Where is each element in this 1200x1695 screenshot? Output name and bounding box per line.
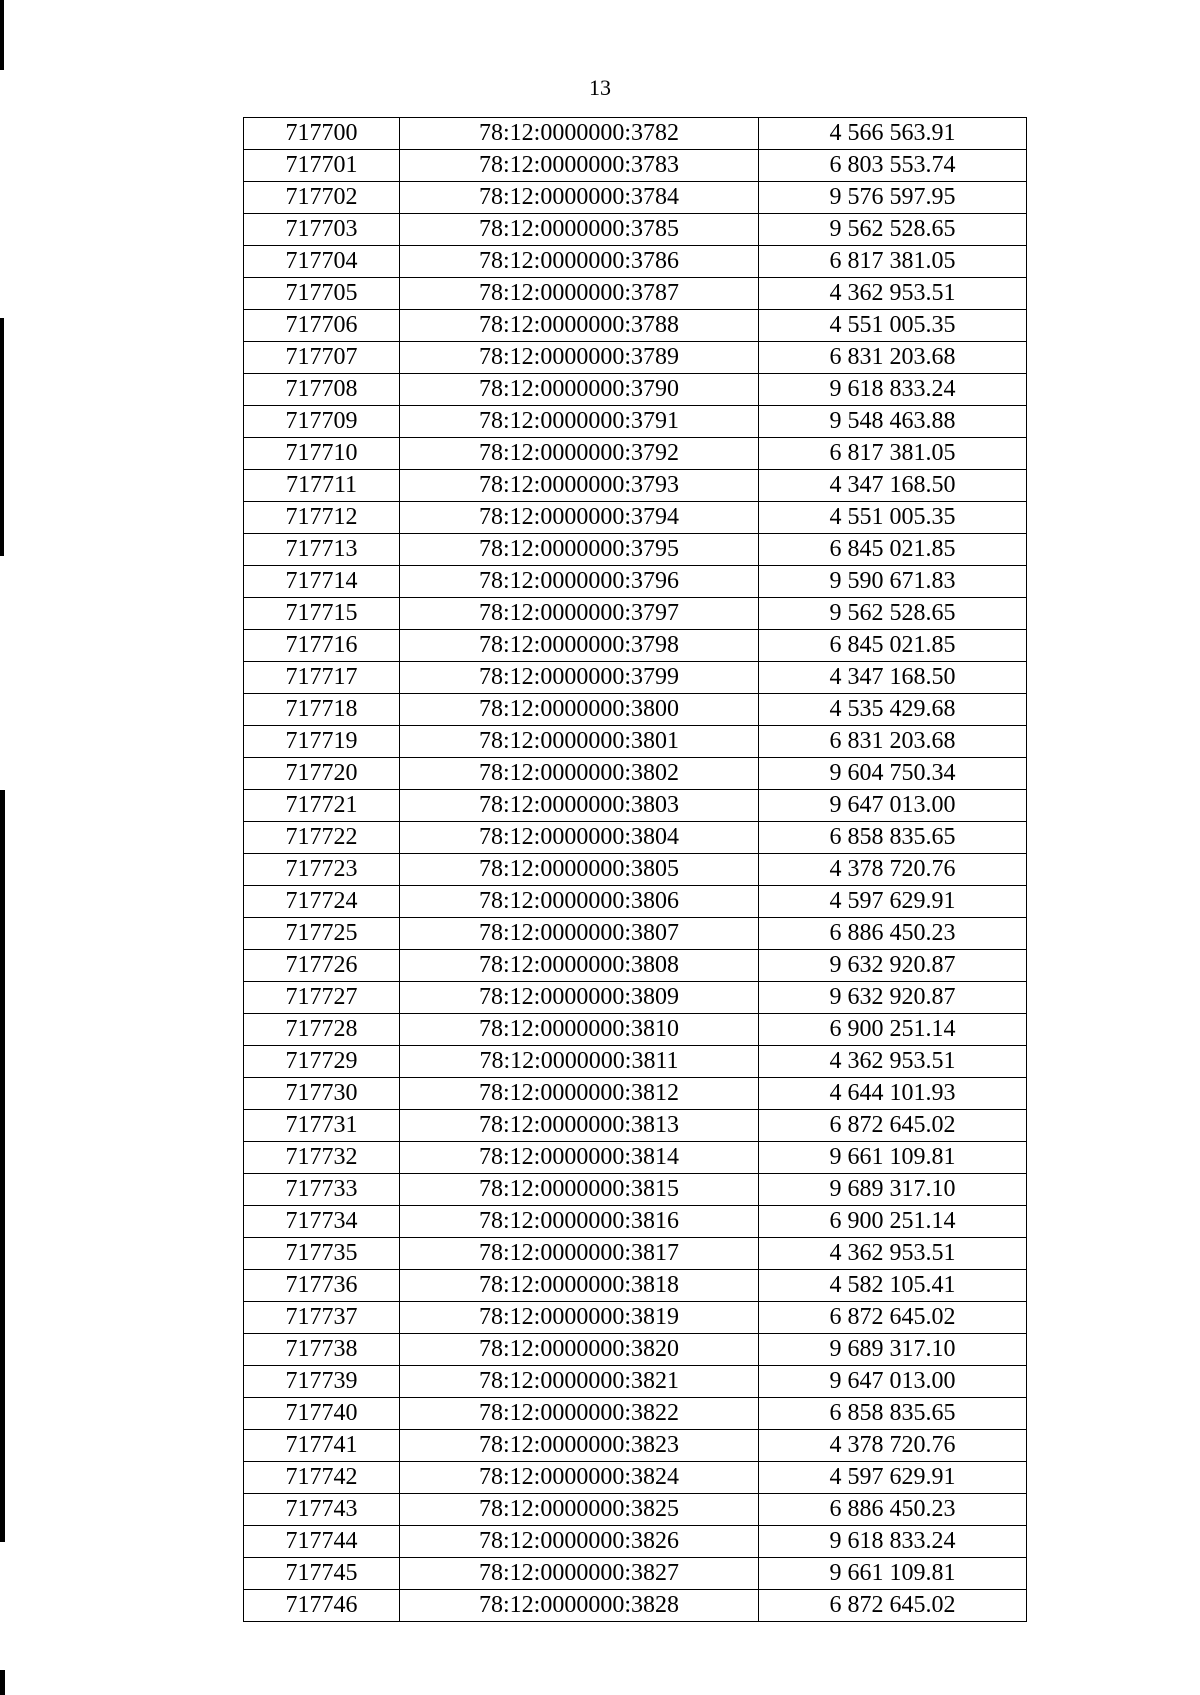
cadastral-number-cell: 78:12:0000000:3813 (400, 1110, 759, 1142)
value-cell: 4 347 168.50 (759, 662, 1027, 694)
table-row (244, 566, 1027, 598)
table-row (244, 1430, 1027, 1462)
record-number-cell: 717714 (244, 566, 400, 598)
scan-edge-mark-lower (0, 790, 5, 1542)
value-cell: 9 590 671.83 (759, 566, 1027, 598)
record-number-cell: 717720 (244, 758, 400, 790)
value-cell: 6 845 021.85 (759, 630, 1027, 662)
record-number-cell: 717722 (244, 822, 400, 854)
cadastral-number-cell: 78:12:0000000:3808 (400, 950, 759, 982)
record-number-cell: 717711 (244, 470, 400, 502)
value-cell: 6 845 021.85 (759, 534, 1027, 566)
record-number-cell: 717744 (244, 1526, 400, 1558)
record-number-cell: 717710 (244, 438, 400, 470)
record-number-cell: 717709 (244, 406, 400, 438)
cadastral-number-cell: 78:12:0000000:3795 (400, 534, 759, 566)
record-number-cell: 717706 (244, 310, 400, 342)
page-number: 13 (589, 75, 611, 100)
table-row (244, 438, 1027, 470)
table-row (244, 1174, 1027, 1206)
record-number-cell: 717712 (244, 502, 400, 534)
value-cell: 6 872 645.02 (759, 1302, 1027, 1334)
record-number-cell: 717721 (244, 790, 400, 822)
record-number-cell: 717727 (244, 982, 400, 1014)
value-cell: 6 858 835.65 (759, 822, 1027, 854)
cadastral-number-cell: 78:12:0000000:3816 (400, 1206, 759, 1238)
value-cell: 6 900 251.14 (759, 1014, 1027, 1046)
cadastral-number-cell: 78:12:0000000:3819 (400, 1302, 759, 1334)
value-cell: 9 618 833.24 (759, 1526, 1027, 1558)
table-row (244, 118, 1027, 150)
value-cell: 4 362 953.51 (759, 278, 1027, 310)
value-cell: 9 618 833.24 (759, 374, 1027, 406)
table-row (244, 182, 1027, 214)
cadastral-number-cell: 78:12:0000000:3825 (400, 1494, 759, 1526)
record-number-cell: 717742 (244, 1462, 400, 1494)
record-number-cell: 717723 (244, 854, 400, 886)
table-row (244, 1334, 1027, 1366)
value-cell: 9 562 528.65 (759, 214, 1027, 246)
table-row (244, 1046, 1027, 1078)
cadastral-number-cell: 78:12:0000000:3788 (400, 310, 759, 342)
record-number-cell: 717734 (244, 1206, 400, 1238)
record-number-cell: 717724 (244, 886, 400, 918)
record-number-cell: 717708 (244, 374, 400, 406)
table-row (244, 1590, 1027, 1622)
table-row (244, 982, 1027, 1014)
record-number-cell: 717728 (244, 1014, 400, 1046)
value-cell: 6 831 203.68 (759, 726, 1027, 758)
cadastral-number-cell: 78:12:0000000:3818 (400, 1270, 759, 1302)
value-cell: 6 872 645.02 (759, 1110, 1027, 1142)
record-number-cell: 717743 (244, 1494, 400, 1526)
cadastral-number-cell: 78:12:0000000:3812 (400, 1078, 759, 1110)
value-cell: 6 872 645.02 (759, 1590, 1027, 1622)
cadastral-number-cell: 78:12:0000000:3784 (400, 182, 759, 214)
record-number-cell: 717737 (244, 1302, 400, 1334)
value-cell: 9 689 317.10 (759, 1174, 1027, 1206)
cadastral-number-cell: 78:12:0000000:3802 (400, 758, 759, 790)
cadastral-number-cell: 78:12:0000000:3823 (400, 1430, 759, 1462)
table-row (244, 214, 1027, 246)
record-number-cell: 717701 (244, 150, 400, 182)
table-row (244, 662, 1027, 694)
cadastral-number-cell: 78:12:0000000:3786 (400, 246, 759, 278)
record-number-cell: 717745 (244, 1558, 400, 1590)
record-number-cell: 717719 (244, 726, 400, 758)
table-row (244, 822, 1027, 854)
value-cell: 4 644 101.93 (759, 1078, 1027, 1110)
table-row (244, 1206, 1027, 1238)
record-number-cell: 717707 (244, 342, 400, 374)
cadastral-number-cell: 78:12:0000000:3800 (400, 694, 759, 726)
cadastral-number-cell: 78:12:0000000:3796 (400, 566, 759, 598)
value-cell: 6 886 450.23 (759, 1494, 1027, 1526)
cadastral-number-cell: 78:12:0000000:3809 (400, 982, 759, 1014)
value-cell: 9 632 920.87 (759, 982, 1027, 1014)
cadastral-number-cell: 78:12:0000000:3789 (400, 342, 759, 374)
cadastral-number-cell: 78:12:0000000:3826 (400, 1526, 759, 1558)
cadastral-number-cell: 78:12:0000000:3785 (400, 214, 759, 246)
table-row (244, 150, 1027, 182)
record-number-cell: 717718 (244, 694, 400, 726)
value-cell: 4 597 629.91 (759, 1462, 1027, 1494)
value-cell: 9 661 109.81 (759, 1142, 1027, 1174)
cadastral-number-cell: 78:12:0000000:3790 (400, 374, 759, 406)
value-cell: 4 378 720.76 (759, 854, 1027, 886)
record-number-cell: 717715 (244, 598, 400, 630)
table-row (244, 406, 1027, 438)
table-row (244, 694, 1027, 726)
table-row (244, 950, 1027, 982)
table-row (244, 918, 1027, 950)
record-number-cell: 717703 (244, 214, 400, 246)
table-row (244, 310, 1027, 342)
cadastral-number-cell: 78:12:0000000:3783 (400, 150, 759, 182)
cadastral-number-cell: 78:12:0000000:3805 (400, 854, 759, 886)
table-row (244, 1270, 1027, 1302)
value-cell: 9 562 528.65 (759, 598, 1027, 630)
record-number-cell: 717739 (244, 1366, 400, 1398)
table-row (244, 1558, 1027, 1590)
value-cell: 9 689 317.10 (759, 1334, 1027, 1366)
table-row (244, 1494, 1027, 1526)
cadastral-number-cell: 78:12:0000000:3822 (400, 1398, 759, 1430)
table-row (244, 1142, 1027, 1174)
cadastral-number-cell: 78:12:0000000:3820 (400, 1334, 759, 1366)
registry-table-body (244, 118, 1027, 1622)
registry-table (243, 117, 1027, 1622)
table-row (244, 470, 1027, 502)
value-cell: 9 647 013.00 (759, 790, 1027, 822)
cadastral-number-cell: 78:12:0000000:3782 (400, 118, 759, 150)
cadastral-number-cell: 78:12:0000000:3798 (400, 630, 759, 662)
cadastral-number-cell: 78:12:0000000:3806 (400, 886, 759, 918)
cadastral-number-cell: 78:12:0000000:3797 (400, 598, 759, 630)
table-row (244, 1014, 1027, 1046)
table-row (244, 502, 1027, 534)
value-cell: 4 582 105.41 (759, 1270, 1027, 1302)
table-row (244, 854, 1027, 886)
table-row (244, 1526, 1027, 1558)
value-cell: 6 817 381.05 (759, 246, 1027, 278)
record-number-cell: 717705 (244, 278, 400, 310)
value-cell: 4 362 953.51 (759, 1046, 1027, 1078)
cadastral-number-cell: 78:12:0000000:3828 (400, 1590, 759, 1622)
table-row (244, 1302, 1027, 1334)
value-cell: 9 647 013.00 (759, 1366, 1027, 1398)
table-row (244, 790, 1027, 822)
record-number-cell: 717738 (244, 1334, 400, 1366)
record-number-cell: 717700 (244, 118, 400, 150)
scan-edge-mark-top (0, 0, 4, 70)
cadastral-number-cell: 78:12:0000000:3814 (400, 1142, 759, 1174)
value-cell: 6 858 835.65 (759, 1398, 1027, 1430)
record-number-cell: 717704 (244, 246, 400, 278)
value-cell: 6 886 450.23 (759, 918, 1027, 950)
table-row (244, 278, 1027, 310)
table-row (244, 886, 1027, 918)
record-number-cell: 717732 (244, 1142, 400, 1174)
cadastral-number-cell: 78:12:0000000:3804 (400, 822, 759, 854)
table-row (244, 342, 1027, 374)
cadastral-number-cell: 78:12:0000000:3810 (400, 1014, 759, 1046)
cadastral-number-cell: 78:12:0000000:3801 (400, 726, 759, 758)
cadastral-number-cell: 78:12:0000000:3803 (400, 790, 759, 822)
record-number-cell: 717730 (244, 1078, 400, 1110)
value-cell: 4 378 720.76 (759, 1430, 1027, 1462)
cadastral-number-cell: 78:12:0000000:3791 (400, 406, 759, 438)
scan-edge-mark-upper (0, 318, 4, 556)
table-row (244, 246, 1027, 278)
value-cell: 4 597 629.91 (759, 886, 1027, 918)
value-cell: 6 803 553.74 (759, 150, 1027, 182)
record-number-cell: 717713 (244, 534, 400, 566)
table-row (244, 534, 1027, 566)
value-cell: 4 535 429.68 (759, 694, 1027, 726)
record-number-cell: 717717 (244, 662, 400, 694)
record-number-cell: 717733 (244, 1174, 400, 1206)
value-cell: 6 900 251.14 (759, 1206, 1027, 1238)
value-cell: 4 551 005.35 (759, 310, 1027, 342)
table-row (244, 598, 1027, 630)
table-row (244, 374, 1027, 406)
cadastral-number-cell: 78:12:0000000:3821 (400, 1366, 759, 1398)
record-number-cell: 717736 (244, 1270, 400, 1302)
record-number-cell: 717735 (244, 1238, 400, 1270)
value-cell: 4 362 953.51 (759, 1238, 1027, 1270)
record-number-cell: 717731 (244, 1110, 400, 1142)
table-row (244, 1398, 1027, 1430)
value-cell: 4 566 563.91 (759, 118, 1027, 150)
value-cell: 9 661 109.81 (759, 1558, 1027, 1590)
cadastral-number-cell: 78:12:0000000:3824 (400, 1462, 759, 1494)
record-number-cell: 717726 (244, 950, 400, 982)
record-number-cell: 717702 (244, 182, 400, 214)
table-row (244, 630, 1027, 662)
value-cell: 9 604 750.34 (759, 758, 1027, 790)
value-cell: 6 817 381.05 (759, 438, 1027, 470)
table-row (244, 758, 1027, 790)
cadastral-number-cell: 78:12:0000000:3827 (400, 1558, 759, 1590)
record-number-cell: 717746 (244, 1590, 400, 1622)
record-number-cell: 717725 (244, 918, 400, 950)
cadastral-number-cell: 78:12:0000000:3807 (400, 918, 759, 950)
cadastral-number-cell: 78:12:0000000:3817 (400, 1238, 759, 1270)
cadastral-number-cell: 78:12:0000000:3811 (400, 1046, 759, 1078)
value-cell: 9 548 463.88 (759, 406, 1027, 438)
table-row (244, 1078, 1027, 1110)
value-cell: 4 347 168.50 (759, 470, 1027, 502)
value-cell: 6 831 203.68 (759, 342, 1027, 374)
table-row (244, 1462, 1027, 1494)
cadastral-number-cell: 78:12:0000000:3787 (400, 278, 759, 310)
table-row (244, 726, 1027, 758)
cadastral-number-cell: 78:12:0000000:3793 (400, 470, 759, 502)
table-row (244, 1110, 1027, 1142)
record-number-cell: 717729 (244, 1046, 400, 1078)
table-row (244, 1238, 1027, 1270)
value-cell: 9 576 597.95 (759, 182, 1027, 214)
cadastral-number-cell: 78:12:0000000:3792 (400, 438, 759, 470)
cadastral-number-cell: 78:12:0000000:3794 (400, 502, 759, 534)
scan-edge-mark-bottom (0, 1670, 5, 1695)
value-cell: 9 632 920.87 (759, 950, 1027, 982)
record-number-cell: 717716 (244, 630, 400, 662)
record-number-cell: 717741 (244, 1430, 400, 1462)
value-cell: 4 551 005.35 (759, 502, 1027, 534)
cadastral-number-cell: 78:12:0000000:3799 (400, 662, 759, 694)
record-number-cell: 717740 (244, 1398, 400, 1430)
table-row (244, 1366, 1027, 1398)
cadastral-number-cell: 78:12:0000000:3815 (400, 1174, 759, 1206)
